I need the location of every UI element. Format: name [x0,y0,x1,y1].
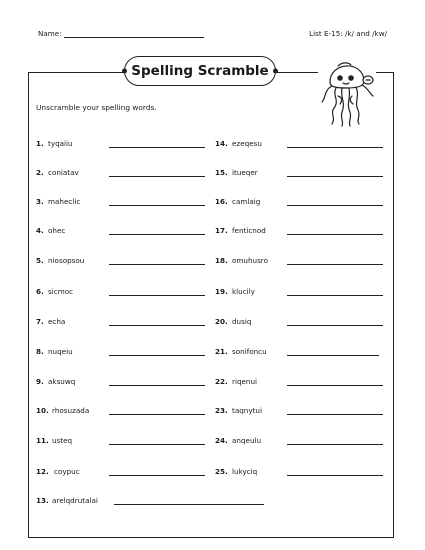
jellyfish-icon [318,52,376,128]
answer-line[interactable] [109,205,205,206]
scrambled-word: anqeulu [232,436,262,445]
scrambled-word: niosopsou [48,256,85,265]
page-title: Spelling Scramble [131,63,269,79]
item-number: 8. [36,347,44,356]
answer-line[interactable] [109,385,205,386]
item-number: 24. [215,436,228,445]
title-banner [124,56,276,86]
item-number: 11. [36,436,49,445]
list-item [215,347,385,359]
answer-line[interactable] [109,414,205,415]
answer-line[interactable] [287,475,383,476]
name-label: Name: [38,29,62,38]
list-item [36,226,206,238]
scrambled-word: sicmoc [48,287,74,296]
item-number: 23. [215,406,228,415]
scrambled-word: fenticnod [232,226,266,235]
item-number: 13. [36,496,49,505]
list-item [36,168,206,180]
item-number: 3. [36,197,44,206]
list-item [215,467,385,479]
answer-line[interactable] [287,264,383,265]
scrambled-word: rhosuzada [52,406,90,415]
scrambled-word: riqenui [232,377,258,386]
answer-line[interactable] [109,295,205,296]
scrambled-word: maheclic [48,197,81,206]
answer-line[interactable] [287,147,383,148]
worksheet-header [38,29,387,43]
list-item [215,226,385,238]
list-item [36,287,206,299]
list-item [215,406,385,418]
scrambled-word: aksuwq [48,377,76,386]
list-item [36,317,206,329]
list-item [36,377,206,389]
list-item [215,377,385,389]
scrambled-word: itueqer [232,168,258,177]
scrambled-word: sonifoncu [232,347,267,356]
scrambled-word: omuhusro [232,256,269,265]
list-item [215,317,385,329]
answer-line[interactable] [109,147,205,148]
list-item [36,197,206,209]
scrambled-word: dusiq [232,317,252,326]
list-item [215,287,385,299]
scrambled-word: coypuc [54,467,80,476]
list-item [215,139,385,151]
list-item [215,436,385,448]
item-number: 10. [36,406,49,415]
scrambled-word: usteq [52,436,73,445]
scrambled-word: lukyciq [232,467,258,476]
answer-line[interactable] [287,295,383,296]
scrambled-word: echa [48,317,66,326]
banner-dot-right [273,69,278,74]
answer-line[interactable] [109,325,205,326]
list-item [215,256,385,268]
item-number: 19. [215,287,228,296]
answer-line[interactable] [287,234,383,235]
name-line[interactable] [64,37,204,38]
banner-dot-left [122,69,127,74]
list-item [36,436,206,448]
list-label: List E-15: /k/ and /kw/ [309,29,387,38]
list-item [36,406,206,418]
scrambled-word: ohec [48,226,66,235]
item-number: 7. [36,317,44,326]
list-item [36,347,206,359]
answer-line[interactable] [287,385,383,386]
item-number: 5. [36,256,44,265]
answer-line[interactable] [114,504,264,505]
item-number: 1. [36,139,44,148]
list-item [215,197,385,209]
list-item [36,256,206,268]
list-item [215,168,385,180]
item-number: 15. [215,168,228,177]
answer-line[interactable] [287,414,383,415]
answer-line[interactable] [287,444,383,445]
answer-line[interactable] [109,475,205,476]
item-number: 25. [215,467,228,476]
answer-line[interactable] [109,176,205,177]
scrambled-word: tyqaiiu [48,139,73,148]
list-item [36,139,206,151]
item-number: 4. [36,226,44,235]
item-number: 14. [215,139,228,148]
answer-line[interactable] [109,355,205,356]
answer-line[interactable] [109,444,205,445]
item-number: 21. [215,347,228,356]
item-number: 22. [215,377,228,386]
answer-line[interactable] [109,234,205,235]
answer-line[interactable] [287,176,383,177]
scrambled-word: ezeqesu [232,139,262,148]
instructions-text: Unscramble your spelling words. [36,103,157,112]
scrambled-word: coniatav [48,168,79,177]
item-number: 20. [215,317,228,326]
item-number: 12. [36,467,49,476]
item-number: 17. [215,226,228,235]
item-number: 2. [36,168,44,177]
scrambled-word: camlaig [232,197,261,206]
scrambled-word: taqnytui [232,406,262,415]
scrambled-word: klucily [232,287,255,296]
item-number: 9. [36,377,44,386]
scrambled-word: arelqdrutalai [52,496,98,505]
item-number: 6. [36,287,44,296]
answer-line[interactable] [109,264,205,265]
scrambled-word: nuqeiu [48,347,73,356]
answer-line[interactable] [287,205,383,206]
item-number: 18. [215,256,228,265]
list-item [36,467,206,479]
answer-line[interactable] [287,355,379,356]
answer-line[interactable] [287,325,383,326]
list-item [36,496,276,508]
item-number: 16. [215,197,228,206]
